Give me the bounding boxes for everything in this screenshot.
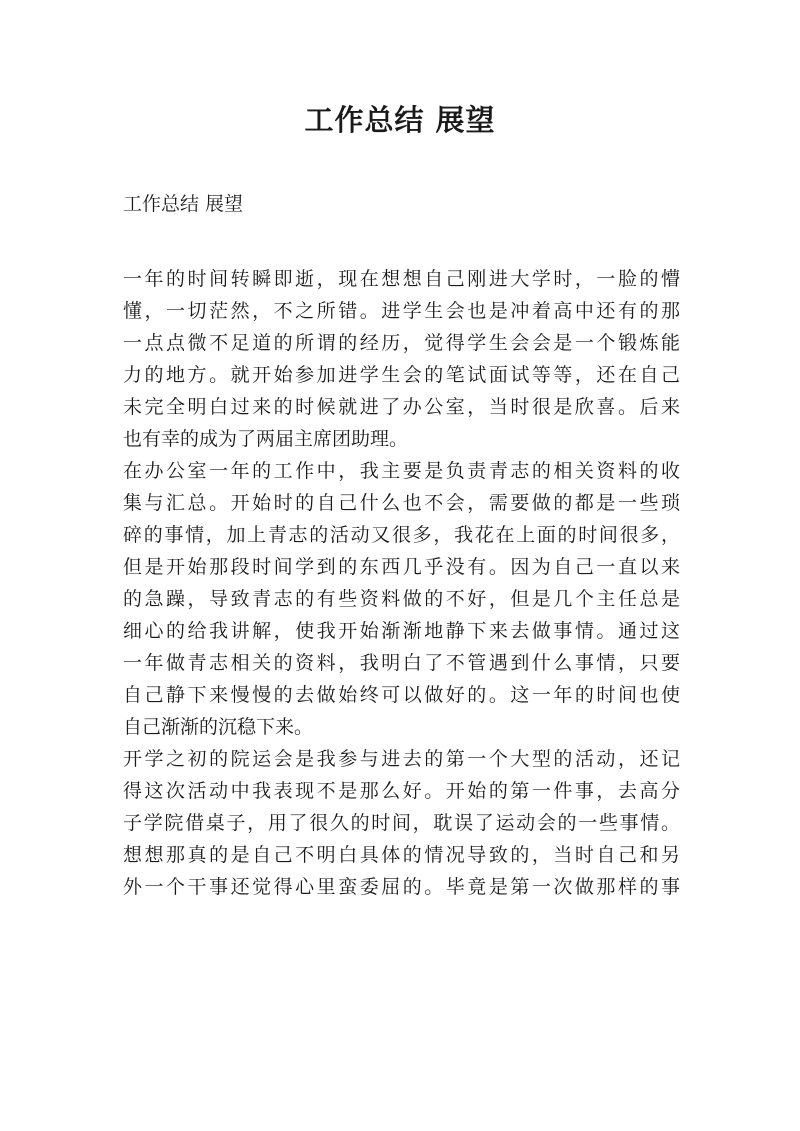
text-line: 开学之初的院运会是我参与进去的第一个大型的活动，还记 — [123, 748, 680, 770]
text-line: 自己渐渐的沉稳下来。 — [123, 716, 314, 738]
text-line: 但是开始那段时间学到的东西几乎没有。因为自己一直以来 — [123, 556, 680, 578]
text-line: 得这次活动中我表现不是那么好。开始的第一件事，去高分 — [123, 780, 680, 802]
text-line: 的急躁，导致青志的有些资料做的不好，但是几个主任总是 — [123, 588, 680, 610]
text-line: 一点点微不足道的所谓的经历，觉得学生会会是一个锻炼能 — [123, 332, 680, 354]
paragraph-1 — [123, 263, 680, 455]
text-line: 也有幸的成为了两届主席团助理。 — [123, 428, 409, 450]
document-subtitle: 工作总结 展望 — [123, 193, 244, 215]
text-line: 外一个干事还觉得心里蛮委屈的。毕竟是第一次做那样的事 — [123, 876, 680, 898]
text-line: 自己静下来慢慢的去做始终可以做好的。这一年的时间也使 — [123, 684, 680, 706]
text-line: 在办公室一年的工作中，我主要是负责青志的相关资料的收 — [123, 460, 680, 482]
text-line: 细心的给我讲解，使我开始渐渐地静下来去做事情。通过这 — [123, 620, 680, 642]
document-body — [123, 263, 680, 903]
text-line: 想想那真的是自己不明白具体的情况导致的，当时自己和另 — [123, 844, 680, 866]
document-title: 工作总结 展望 — [304, 103, 496, 137]
paragraph-3 — [123, 743, 680, 903]
text-line: 子学院借桌子，用了很久的时间，耽误了运动会的一些事情。 — [123, 812, 680, 834]
text-line: 一年的时间转瞬即逝，现在想想自己刚进大学时，一脸的懵 — [123, 268, 680, 290]
text-line: 碎的事情，加上青志的活动又很多，我花在上面的时间很多， — [123, 524, 680, 546]
text-line: 懂，一切茫然，不之所错。进学生会也是冲着高中还有的那 — [123, 300, 680, 322]
text-line: 一年做青志相关的资料，我明白了不管遇到什么事情，只要 — [123, 652, 680, 674]
text-line: 未完全明白过来的时候就进了办公室，当时很是欣喜。后来 — [123, 396, 680, 418]
text-line: 力的地方。就开始参加进学生会的笔试面试等等，还在自己 — [123, 364, 680, 386]
text-line: 集与汇总。开始时的自己什么也不会，需要做的都是一些琐 — [123, 492, 680, 514]
paragraph-2 — [123, 455, 680, 743]
